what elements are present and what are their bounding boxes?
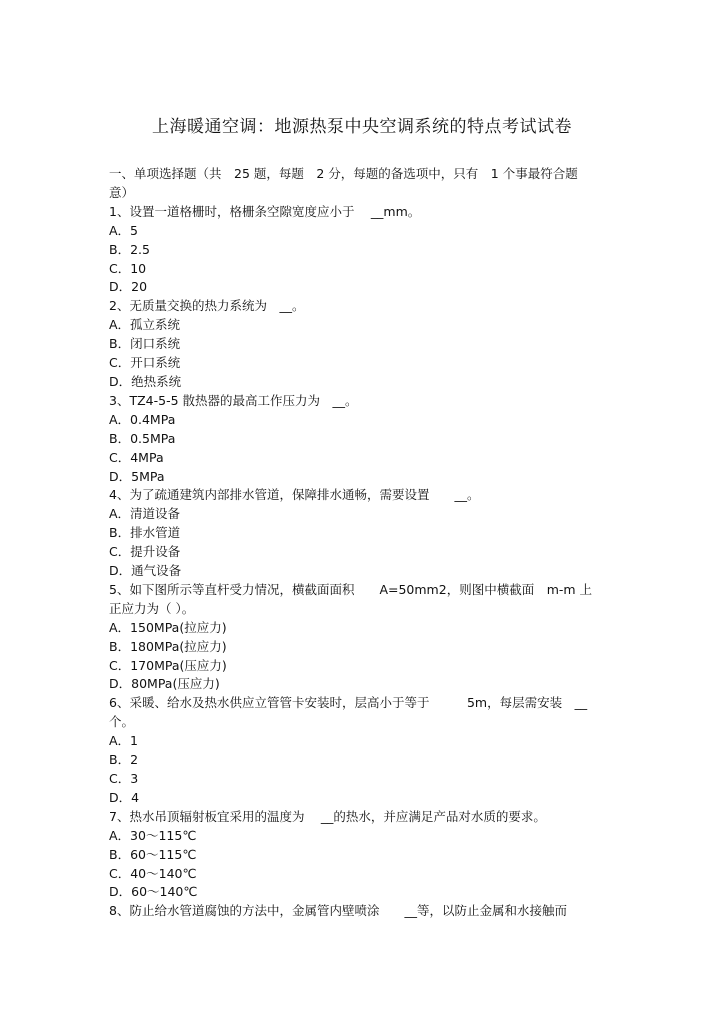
question-stem: 1、设置一道格栅时，格栅条空隙宽度应小于 __mm。 [109,203,421,219]
question-stem: 8、防止给水管道腐蚀的方法中，金属管内壁喷涂 __等，以防止金属和水接触而 [109,903,567,919]
option-b: B．2.5 [109,241,150,257]
option-a: A．30～115℃ [109,827,197,843]
option-a: A．0.4MPa [109,411,176,427]
option-c: C．10 [109,260,147,276]
question-stem: 4、为了疏通建筑内部排水管道，保障排水通畅，需要设置 __。 [109,487,480,503]
question-stem: 7、热水吊顶辐射板宜采用的温度为 __的热水，并应满足产品对水质的要求。 [109,808,546,824]
option-b: B．0.5MPa [109,430,176,446]
option-b: B．排水管道 [109,525,181,541]
option-d: D．通气设备 [109,563,182,579]
option-a: A．150MPa(拉应力) [109,619,227,635]
question-stem-continued: 个。 [109,714,135,730]
question-stem: 6、采暖、给水及热水供应立管管卡安装时，层高小于等于 5m，每层需安装 __ [109,695,588,711]
option-d: D．80MPa(压应力) [109,676,220,692]
option-b: B．2 [109,752,139,768]
option-c: C．3 [109,771,139,786]
option-a: A．5 [109,222,139,238]
question-2 [109,297,617,392]
question-8 [109,902,617,921]
question-stem: 5、如下图所示等直杆受力情况，横截面面积 A=50mm2，则图中横截面 m-m 上 [109,581,593,597]
option-a: A．清道设备 [109,506,181,522]
option-c: C．170MPa(压应力) [109,657,227,673]
section-heading-line-2: 意） [109,184,135,200]
question-stem-continued: 正应力为（ ）。 [109,600,195,616]
option-b: B．闭口系统 [109,336,181,352]
question-6 [109,694,617,807]
option-d: D．4 [109,789,140,805]
question-5 [109,581,617,694]
question-stem: 3、TZ4-5-5 散热器的最高工作压力为 __。 [109,392,358,408]
question-4 [109,486,617,581]
question-3 [109,392,617,487]
option-d: D．5MPa [109,468,165,484]
option-a: A．1 [109,733,139,749]
option-d: D．60～140℃ [109,884,198,900]
option-a: A．孤立系统 [109,317,181,333]
option-b: B．180MPa(拉应力) [109,638,227,654]
option-d: D．20 [109,279,148,295]
section-heading-line-1: 一、单项选择题（共 25 题，每题 2 分，每题的备选项中，只有 1 个事最符合题 [109,166,578,181]
option-c: C．40～140℃ [109,865,197,881]
question-1 [109,203,617,298]
option-c: C．4MPa [109,449,164,465]
option-c: C．开口系统 [109,355,181,371]
option-c: C．提升设备 [109,544,181,560]
option-b: B．60～115℃ [109,846,197,862]
question-7 [109,808,617,903]
question-stem: 2、无质量交换的热力系统为 __。 [109,298,305,314]
document-title: 上海暖通空调：地源热泵中央空调系统的特点考试试卷 [152,117,572,137]
option-d: D．绝热系统 [109,373,182,389]
exam-content [109,165,617,921]
